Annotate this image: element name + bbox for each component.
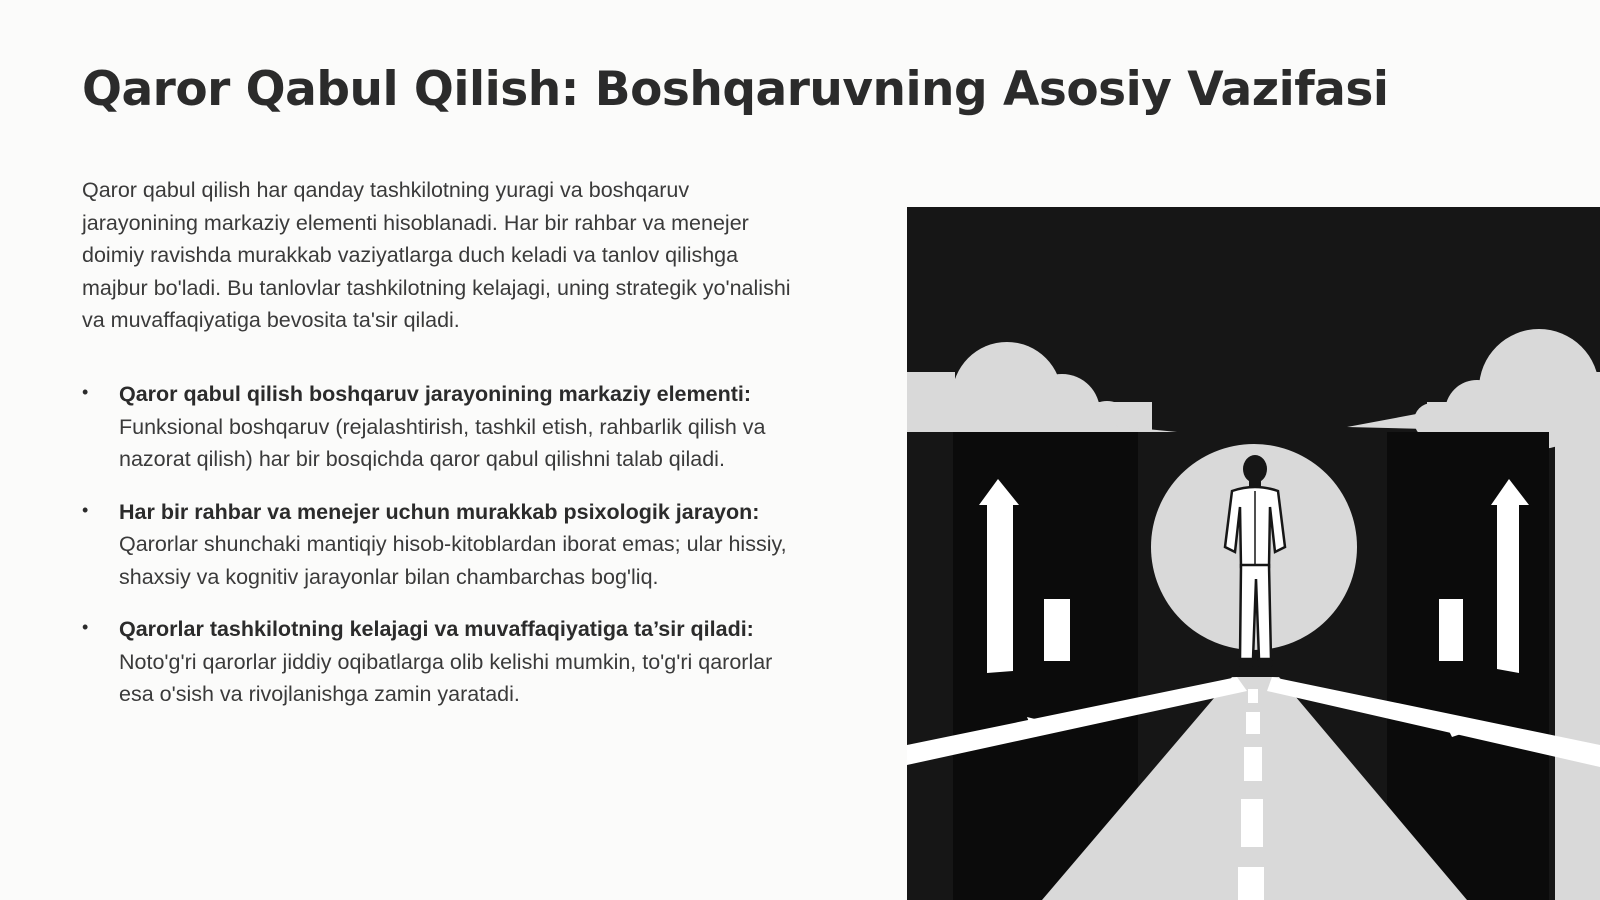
bullet-item [82, 378, 802, 476]
illustration-svg [907, 207, 1600, 900]
bullet-text: Funksional boshqaruv (rejalashtirish, tashkil etish, rahbarlik qilish va nazorat qilish) har bir bosqichda qaror qabul qilishni talab qiladi. [119, 414, 766, 471]
window-right [1439, 599, 1463, 661]
bullet-dot-icon: • [82, 499, 89, 520]
bullet-dot-icon: • [82, 617, 89, 637]
bullet-heading: Qaror qabul qilish boshqaruv jarayonining markaziy elementi: [119, 382, 752, 406]
intro-paragraph: Qaror qabul qilish har qanday tashkilotning yuragi va boshqaruv jarayonining markaziy elementi hisoblanadi. Har bir rahbar va menejer doimiy ravishda murakkab vaziyatlarga duch keladi va tanlov qilishga majbur bo'ladi. Bu tanlovlar tashkilotning kelajagi, uning strategik yo'nalishi va muvaffaqiyatiga bevosita ta'sir qiladi. [82, 178, 791, 332]
bullet-list [82, 378, 802, 731]
person-at-crossroads-illustration [907, 207, 1600, 900]
bullet-heading: Har bir rahbar va menejer uchun murakkab psixologik jarayon: [119, 499, 760, 524]
window-left [1044, 599, 1070, 661]
bullet-text: Qarorlar shunchaki mantiqiy hisob-kitoblardan iborat emas; ular hissiy, shaxsiy va kognitiv jarayonlar bilan chambarchas bog'liq. [119, 532, 787, 589]
bullet-item [82, 496, 802, 594]
slide-title: Qaror Qabul Qilish: Boshqaruvning Asosiy Vazifasi [82, 62, 1389, 117]
bullet-dot-icon: • [82, 382, 89, 402]
pillar-right [1555, 372, 1600, 900]
bullet-text: Noto'g'ri qarorlar jiddiy oqibatlarga olib kelishi mumkin, to'g'ri qarorlar esa o'sish va rivojlanishga zamin yaratadi. [119, 649, 773, 706]
bullet-item [82, 613, 802, 711]
bullet-heading: Qarorlar tashkilotning kelajagi va muvaffaqiyatiga ta’sir qiladi: [119, 617, 754, 641]
